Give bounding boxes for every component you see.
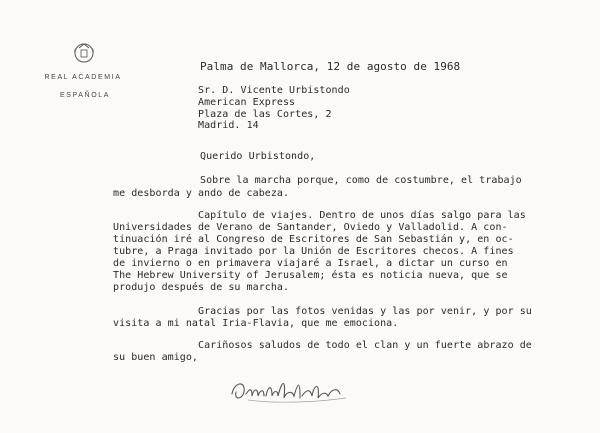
coat-of-arms-icon <box>70 38 98 66</box>
paragraph4-line: Cariñosos saludos de todo el clan y un fuerte abrazo de <box>198 340 532 351</box>
paragraph1-line: Sobre la marcha porque, como de costumbre, el trabajo <box>200 175 522 186</box>
address-line: Sr. D. Vicente Urbistondo <box>198 85 350 96</box>
paragraph3-line: Gracias por las fotos venidas y las por venir, y por su <box>198 306 532 317</box>
address-line: Madrid. 14 <box>198 120 259 131</box>
address-line: American Express <box>198 97 296 108</box>
paragraph2-line: tinuación iré al Congreso de Escritores de San Sebastián y, en oc- <box>113 234 514 245</box>
paragraph2-line: Capítulo de viajes. Dentro de unos días salgo para las <box>198 210 526 221</box>
paragraph1-line: me desborda y ando de cabeza. <box>113 188 290 199</box>
paragraph3-line: visita a mi natal Iria-Flavia, que me emociona. <box>113 318 399 329</box>
letterhead-line2: ESPAÑOLA <box>59 92 111 99</box>
letter-date: Palma de Mallorca, 12 de agosto de 1968 <box>200 60 461 73</box>
salutation: Querido Urbistondo, <box>200 151 316 162</box>
paragraph2-line: de invierno o en primavera viajaré a Israel, a dictar un curso en <box>113 258 508 269</box>
letterhead-line1: REAL ACADEMIA <box>44 74 122 81</box>
paragraph2-line: The Hebrew University of Jerusalem; ésta es noticia nueva, que se <box>113 270 508 281</box>
paragraph2-line: tubre, a Praga invitado por la Unión de Escritores checos. A fines <box>113 246 514 257</box>
address-line: Plaza de las Cortes, 2 <box>198 109 332 120</box>
paragraph2-line: produjo después de su marcha. <box>113 282 290 293</box>
handwritten-signature-icon <box>228 370 353 410</box>
paragraph4-line: su buen amigo, <box>113 352 198 363</box>
paragraph2-line: Universidades de Verano de Santander, Oviedo y Valladolid. A con- <box>113 222 508 233</box>
